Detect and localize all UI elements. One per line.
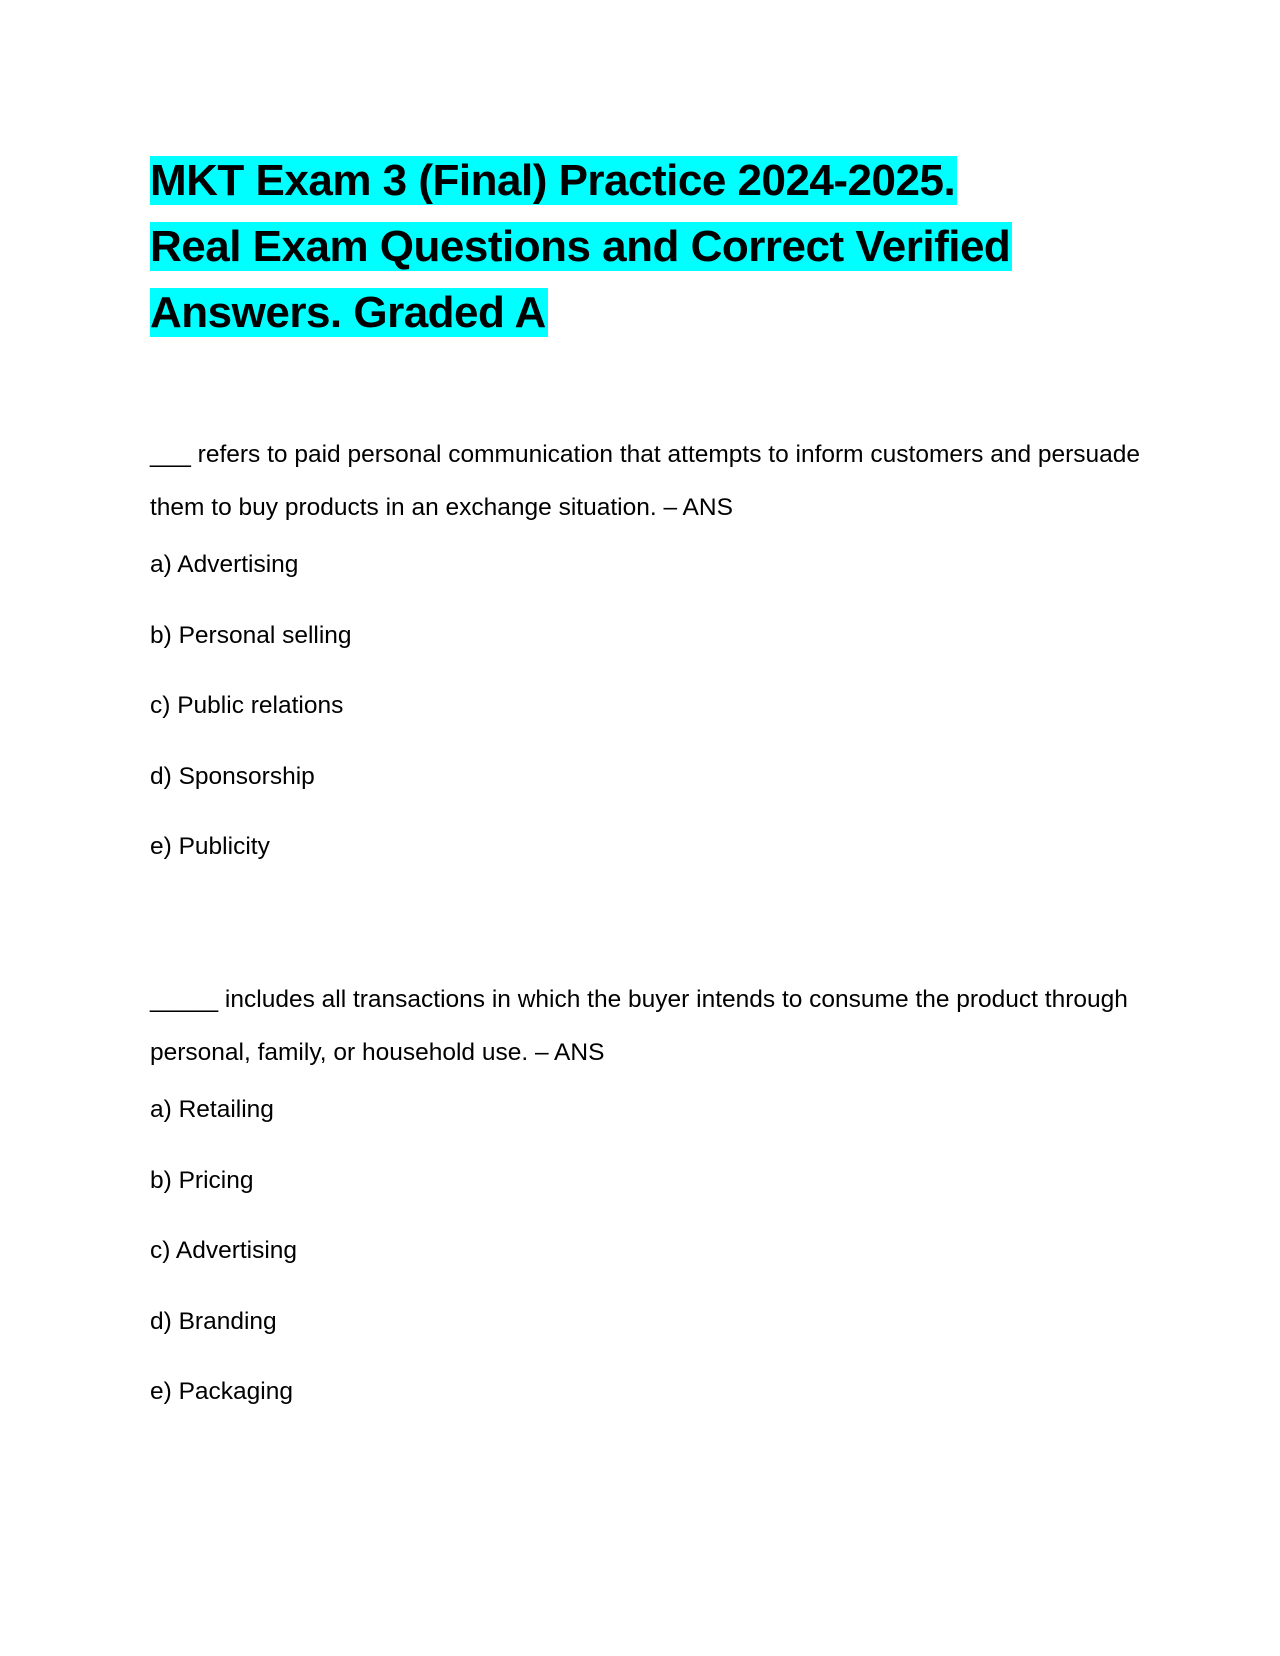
question-1-option-a: a) Advertising: [150, 551, 299, 578]
question-1-options: [150, 550, 1150, 903]
question-1-option-d: d) Sponsorship: [150, 762, 315, 790]
question-2-prompt: _____ includes all transactions in which the buyer intends to consume the product through personal, family, or household use. – ANS: [150, 986, 1128, 1066]
question-2-option-a: a) Retailing: [150, 1096, 274, 1123]
title-line-1: MKT Exam 3 (Final) Practice 2024-2025.: [150, 156, 956, 205]
question-1-option-c: c) Public relations: [150, 692, 344, 719]
question-2-option-e: e) Packaging: [150, 1378, 294, 1405]
question-2-option-d: d) Branding: [150, 1307, 277, 1335]
document-page: [150, 148, 1150, 1405]
question-2-option-c: c) Advertising: [150, 1237, 298, 1264]
question-2-options: [150, 1095, 1150, 1448]
question-1-prompt: ___ refers to paid personal communication that attempts to inform customers and persuade them to buy products in an exchange situation. – ANS: [150, 441, 1141, 521]
question-1-option-e: e) Publicity: [150, 833, 270, 860]
question-1-option-b: b) Personal selling: [150, 621, 352, 649]
title-line-3: Answers. Graded A: [150, 288, 546, 337]
title-line-2: Real Exam Questions and Correct Verified: [150, 222, 1011, 271]
question-2-option-b: b) Pricing: [150, 1166, 254, 1194]
document-title: [150, 148, 1150, 346]
